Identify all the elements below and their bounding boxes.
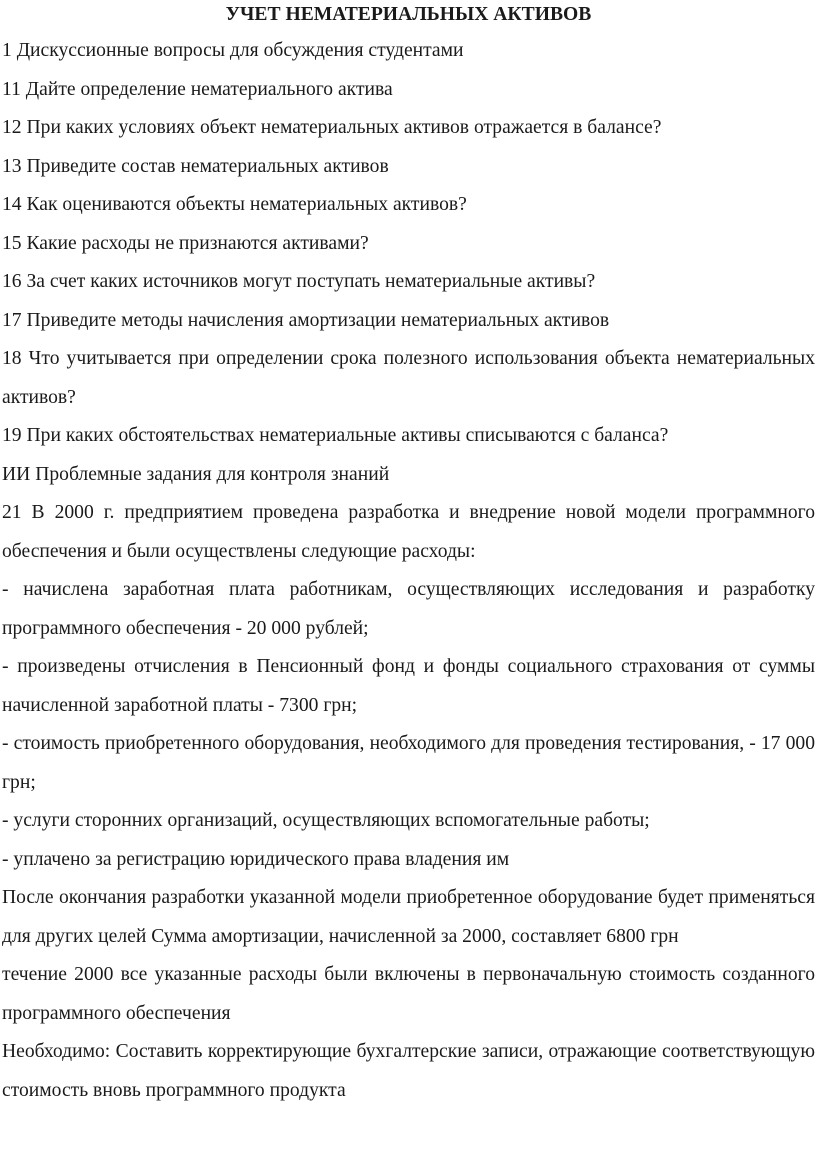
paragraph-question-19: 19 При каких обстоятельствах нематериальные активы списываются с баланса?	[2, 425, 669, 446]
paragraph-question-16: 16 За счет каких источников могут поступать нематериальные активы?	[2, 271, 596, 292]
paragraph-question-17: 17 Приведите методы начисления амортизации нематериальных активов	[2, 309, 610, 331]
paragraph-section-2-heading: ИИ Проблемные задания для контроля знаний	[2, 463, 390, 485]
document-title: УЧЕТ НЕМАТЕРИАЛЬНЫХ АКТИВОВ	[225, 4, 592, 25]
paragraph-expense-services: - услуги сторонних организаций, осуществляющих вспомогательные работы;	[2, 810, 650, 831]
paragraph-after-development: После окончания разработки указанной модели приобретенное оборудование будет применяться для других целей Сумма амортизации, начисленной за 2000, составляет 6800 грн	[2, 887, 815, 947]
paragraph-question-15: 15 Какие расходы не признаются активами?	[2, 232, 369, 254]
paragraph-question-14: 14 Как оцениваются объекты нематериальных активов?	[2, 194, 467, 215]
paragraph-requirement: Необходимо: Составить корректирующие бухгалтерские записи, отражающие соответствующую стоимость вновь программного продукта	[2, 1041, 815, 1101]
paragraph-section-1-heading: 1 Дискуссионные вопросы для обсуждения студентами	[2, 40, 464, 61]
paragraph-question-12: 12 При каких условиях объект нематериальных активов отражается в балансе?	[2, 117, 662, 138]
paragraph-task-21: 21 В 2000 г. предприятием проведена разработка и внедрение новой модели программного обеспечения и были осуществлены следующие расходы:	[2, 502, 815, 562]
paragraph-expense-salary: - начислена заработная плата работникам, осуществляющих исследования и разработку программного обеспечения - 20 000 рублей;	[2, 579, 815, 639]
paragraph-question-11: 11 Дайте определение нематериального актива	[2, 78, 393, 100]
paragraph-expense-contributions: - произведены отчисления в Пенсионный фонд и фонды социального страхования от суммы начисленной заработной платы - 7300 грн;	[2, 656, 815, 716]
paragraph-question-18: 18 Что учитывается при определении срока полезного использования объекта нематериальных активов?	[2, 348, 815, 408]
paragraph-expense-registration: - уплачено за регистрацию юридического права владения им	[2, 848, 510, 870]
paragraph-question-13: 13 Приведите состав нематериальных активов	[2, 155, 389, 177]
paragraph-expense-equipment: - стоимость приобретенного оборудования, необходимого для проведения тестирования, - 17 000 грн;	[2, 733, 815, 793]
paragraph-expenses-included: течение 2000 все указанные расходы были включены в первоначальную стоимость созданного программного обеспечения	[2, 964, 815, 1024]
